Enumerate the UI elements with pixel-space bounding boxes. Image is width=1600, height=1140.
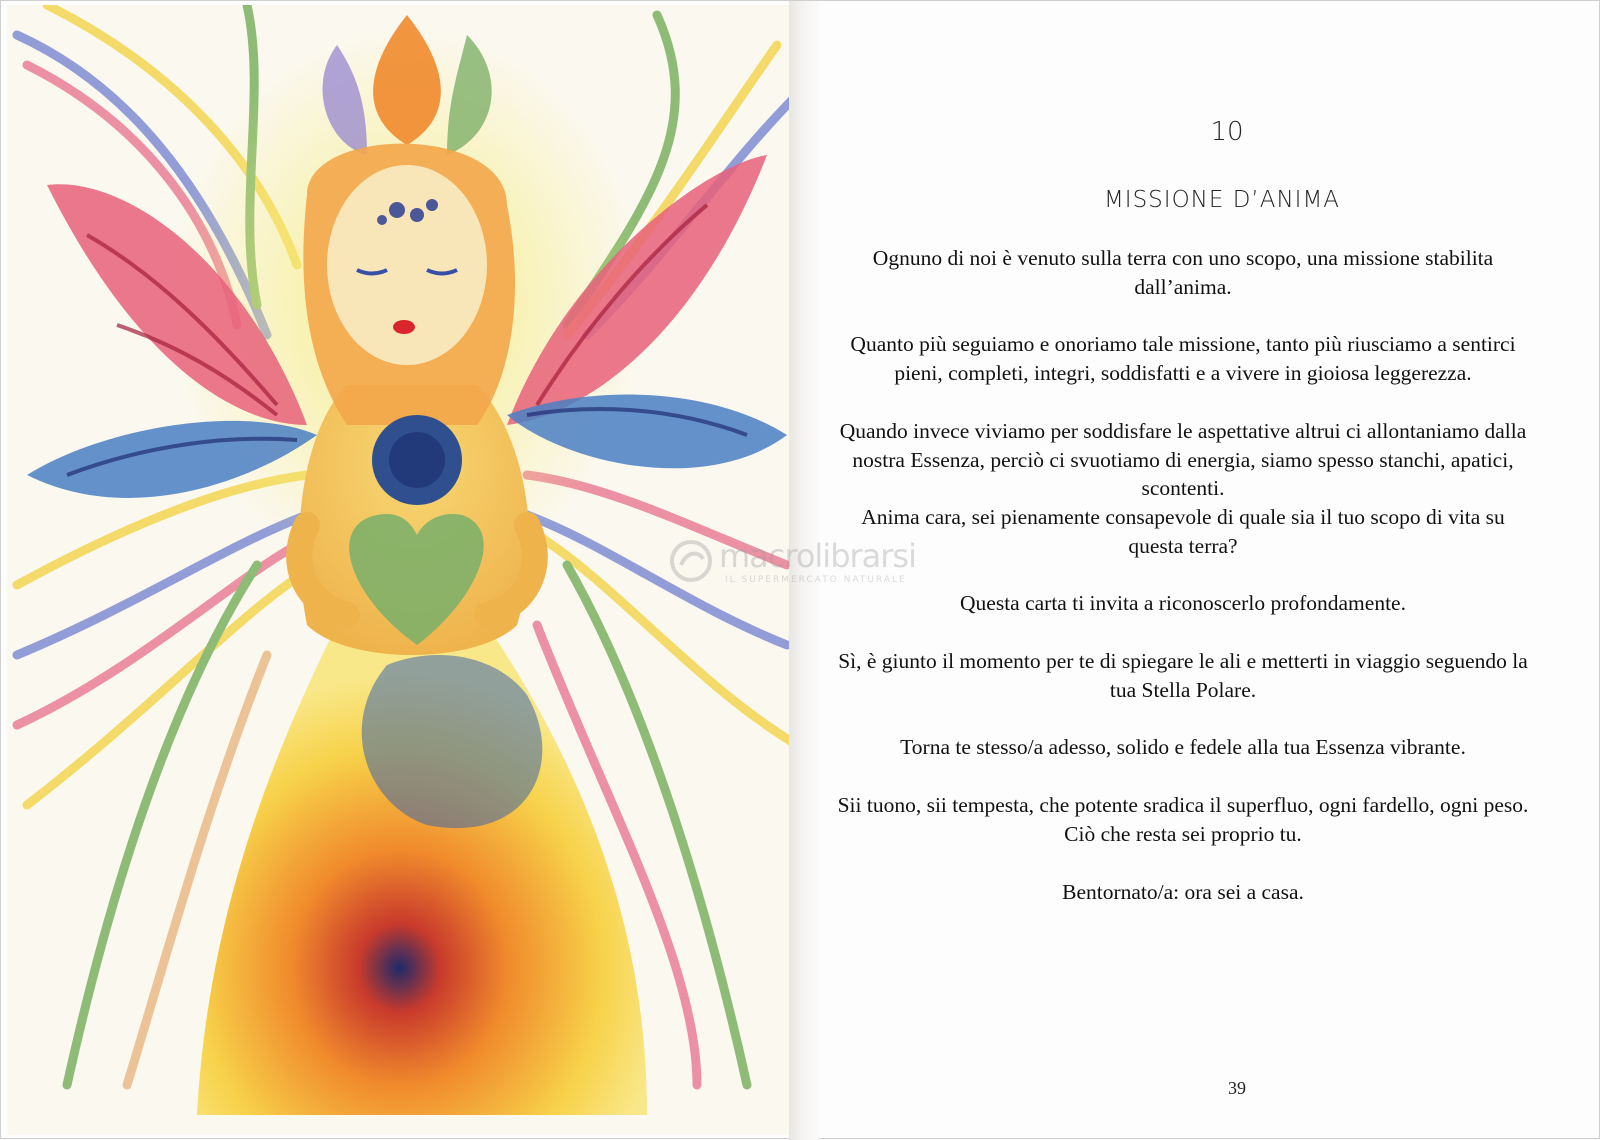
paragraph-6: Sì, è giunto il momento per te di spiegare le ali e metterti in viaggio seguendo la tua Stella Polare. xyxy=(838,649,1528,702)
text-page xyxy=(813,1,1600,1140)
chapter-title: MISSIONE D’ANIMA xyxy=(1103,187,1341,213)
paragraph-7: Torna te stesso/a adesso, solido e fedele alla tua Essenza vibrante. xyxy=(900,735,1466,760)
paragraph-4: Anima cara, sei pienamente consapevole di quale sia il tuo scopo di vita su questa terra? xyxy=(861,504,1505,558)
paragraph-5: Questa carta ti invita a riconoscerlo profondamente. xyxy=(960,591,1406,616)
paragraph-9: Bentornato/a: ora sei a casa. xyxy=(1062,879,1304,904)
chapter-body xyxy=(833,244,1533,935)
chapter-number: 10 xyxy=(1210,117,1244,147)
illustration-page xyxy=(7,5,801,1135)
paragraph-3: Quando invece viviamo per soddisfare le aspettative altrui ci allontaniamo dalla nostra Essenza, perciò ci svuotiamo di energia, siamo spesso stanchi, apatici, scontenti. xyxy=(839,418,1527,501)
paragraph-1: Ognuno di noi è venuto sulla terra con uno scopo, una missione stabilita dall’anima. xyxy=(872,246,1494,299)
watermark-text: macrolibrarsi xyxy=(719,537,916,575)
paragraph-2: Quanto più seguiamo e onoriamo tale missione, tanto più riusciamo a sentirci pieni, completi, integri, soddisfatti e a vivere in gioiosa leggerezza. xyxy=(850,332,1516,386)
page-number: 39 xyxy=(1228,1078,1246,1098)
paragraph-8: Sii tuono, sii tempesta, che potente sradica il superfluo, ogni fardello, ogni peso. Ciò che resta sei proprio tu. xyxy=(837,793,1529,846)
watercolor-fairy-illustration xyxy=(7,5,801,1135)
watermark-subtext: IL SUPERMERCATO NATURALE xyxy=(725,575,907,585)
